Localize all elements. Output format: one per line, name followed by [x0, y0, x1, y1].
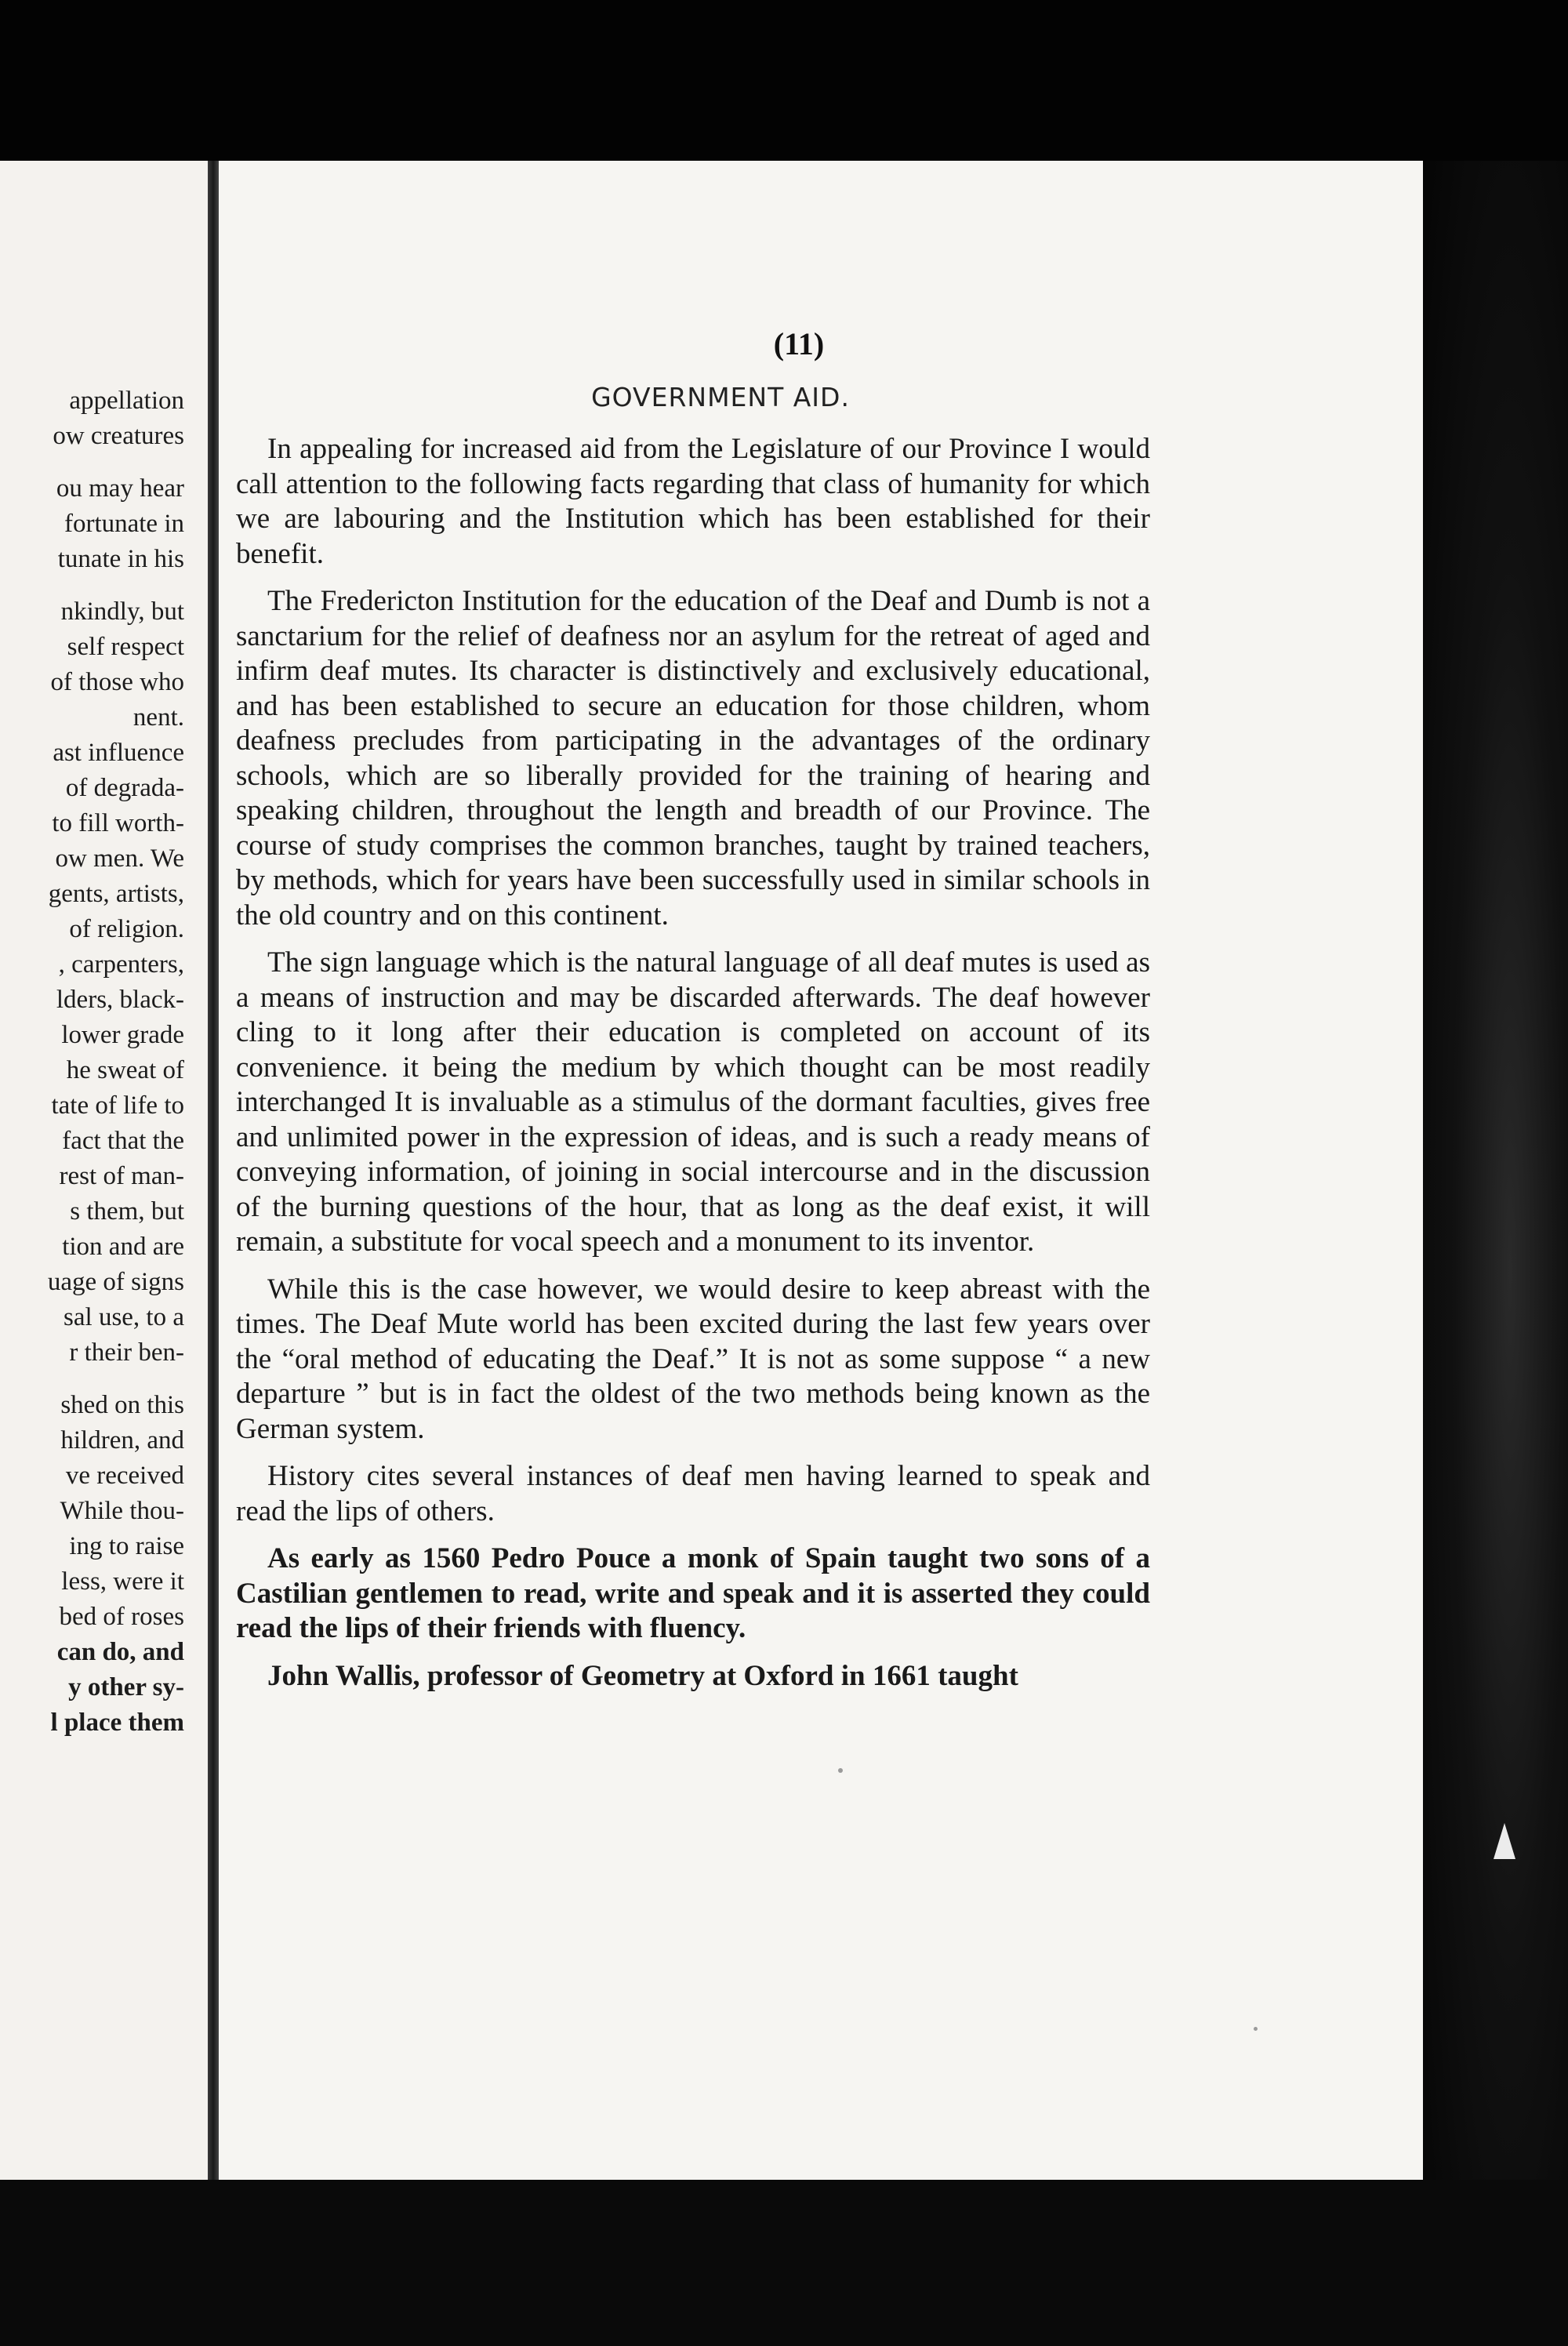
paragraph-5: History cites several instances of deaf men having learned to speak and read the lips of others. [236, 1460, 1150, 1527]
left-page-line: of religion. [69, 915, 184, 943]
paper-speck [838, 1768, 843, 1773]
left-page-line: rest of man- [59, 1162, 184, 1190]
left-page-line: nkindly, but [60, 597, 184, 626]
left-page-line: r their ben- [69, 1338, 184, 1367]
left-page-line: hildren, and [60, 1426, 184, 1454]
paragraph-3: The sign language which is the natural language of all deaf mutes is used as a means of instruction and may be discarded afterwards. The deaf however cling to it long after their education is completed on account of its convenience. it being the medium by which thought can be most readily interchanged It is invaluable as a stimulus of the dormant faculties, gives free and unlimited power in the expression of ideas, and is such a ready means of conveying information, of joining in social intercourse and in the discussion of the burning questions of the hour, that as long as the deaf exist, it will remain, a substitute for vocal speech and a monument to its inventor. [236, 946, 1150, 1258]
left-page-line: y other sy- [68, 1673, 184, 1701]
left-page-line: appellation [69, 387, 184, 415]
left-page-line: tion and are [62, 1233, 184, 1261]
left-page-line: lower grade [61, 1021, 184, 1049]
left-page-fragment [0, 161, 208, 2180]
left-page-line: of degrada- [65, 774, 184, 802]
paragraph-4: While this is the case however, we would desire to keep abreast with the times. The Deaf Mute world has been excited during the last few years over the “oral method of educating the Deaf.” It is not as some suppose “ a new departure ” but is in fact the oldest of the two methods being known as the German system. [236, 1273, 1150, 1445]
left-page-line: ing to raise [69, 1532, 184, 1560]
left-page-line: s them, but [70, 1197, 184, 1226]
paragraph-6: As early as 1560 Pedro Pouce a monk of Spain taught two sons of a Castilian gentlemen to read, write and speak and it is asserted they could read the lips of their friends with fluency. [236, 1542, 1150, 1644]
right-margin [1423, 161, 1568, 2180]
left-page-line: can do, and [56, 1638, 184, 1666]
top-margin [0, 0, 1568, 161]
paper-speck [1254, 2027, 1258, 2031]
left-page-line: , carpenters, [58, 950, 184, 979]
page-gutter [208, 161, 219, 2180]
paragraph-1: In appealing for increased aid from the Legislature of our Province I would call attention to the following facts regarding that class of humanity for which we are labouring and the Institution which has been established for their benefit. [236, 433, 1150, 570]
left-page-line: ow men. We [55, 844, 184, 873]
paragraph-2: The Fredericton Institution for the education of the Deaf and Dumb is not a sanctarium for the relief of deafness nor an asylum for the retreat of aged and infirm deaf mutes. Its character is distinctively and exclusively educational, and has been established to secure an education for those children, whom deafness precludes from participating in the advantages of the ordinary schools, which are so liberally provided for the training of hearing and speaking children, throughout the length and breadth of our Province. The course of study comprises the common branches, taught by trained teachers, by methods, which for years have been successfully used in similar schools in the old country and on this continent. [236, 585, 1150, 932]
page-number: (11) [773, 326, 825, 361]
left-page-line: he sweat of [66, 1056, 184, 1084]
paragraph-7: John Wallis, professor of Geometry at Oxford in 1661 taught [267, 1659, 1018, 1692]
left-page-line: nent. [132, 703, 184, 732]
left-page-line: ast influence [53, 739, 184, 767]
left-page-line: to fill worth- [52, 809, 184, 837]
left-page-line: of those who [50, 668, 184, 696]
left-page-line: shed on this [60, 1391, 184, 1419]
left-page-line: fortunate in [64, 510, 184, 538]
left-page-line: tate of life to [51, 1091, 184, 1120]
body-text [236, 432, 1150, 1706]
left-page-line: self respect [67, 633, 184, 661]
left-page-line: fact that the [62, 1127, 184, 1155]
bottom-margin [0, 2180, 1568, 2346]
left-page-line: gents, artists, [48, 880, 184, 908]
left-page-line: sal use, to a [64, 1303, 184, 1331]
left-page-line: ow creatures [53, 422, 184, 450]
left-page-line: ve received [65, 1462, 184, 1490]
triangle-marker-icon [1494, 1823, 1515, 1859]
left-page-line: uage of signs [47, 1268, 184, 1296]
left-page-line: ou may hear [56, 474, 184, 503]
left-page-line: lders, black- [56, 986, 184, 1014]
left-page-line: less, were it [61, 1567, 184, 1596]
left-page-line: l place them [50, 1709, 184, 1737]
main-page [219, 161, 1423, 2180]
left-page-line: While thou- [60, 1497, 184, 1525]
left-page-line: tunate in his [57, 545, 184, 573]
left-page-line: bed of roses [59, 1603, 184, 1631]
section-title: GOVERNMENT AID. [591, 382, 850, 412]
left-page-text [0, 161, 208, 2180]
